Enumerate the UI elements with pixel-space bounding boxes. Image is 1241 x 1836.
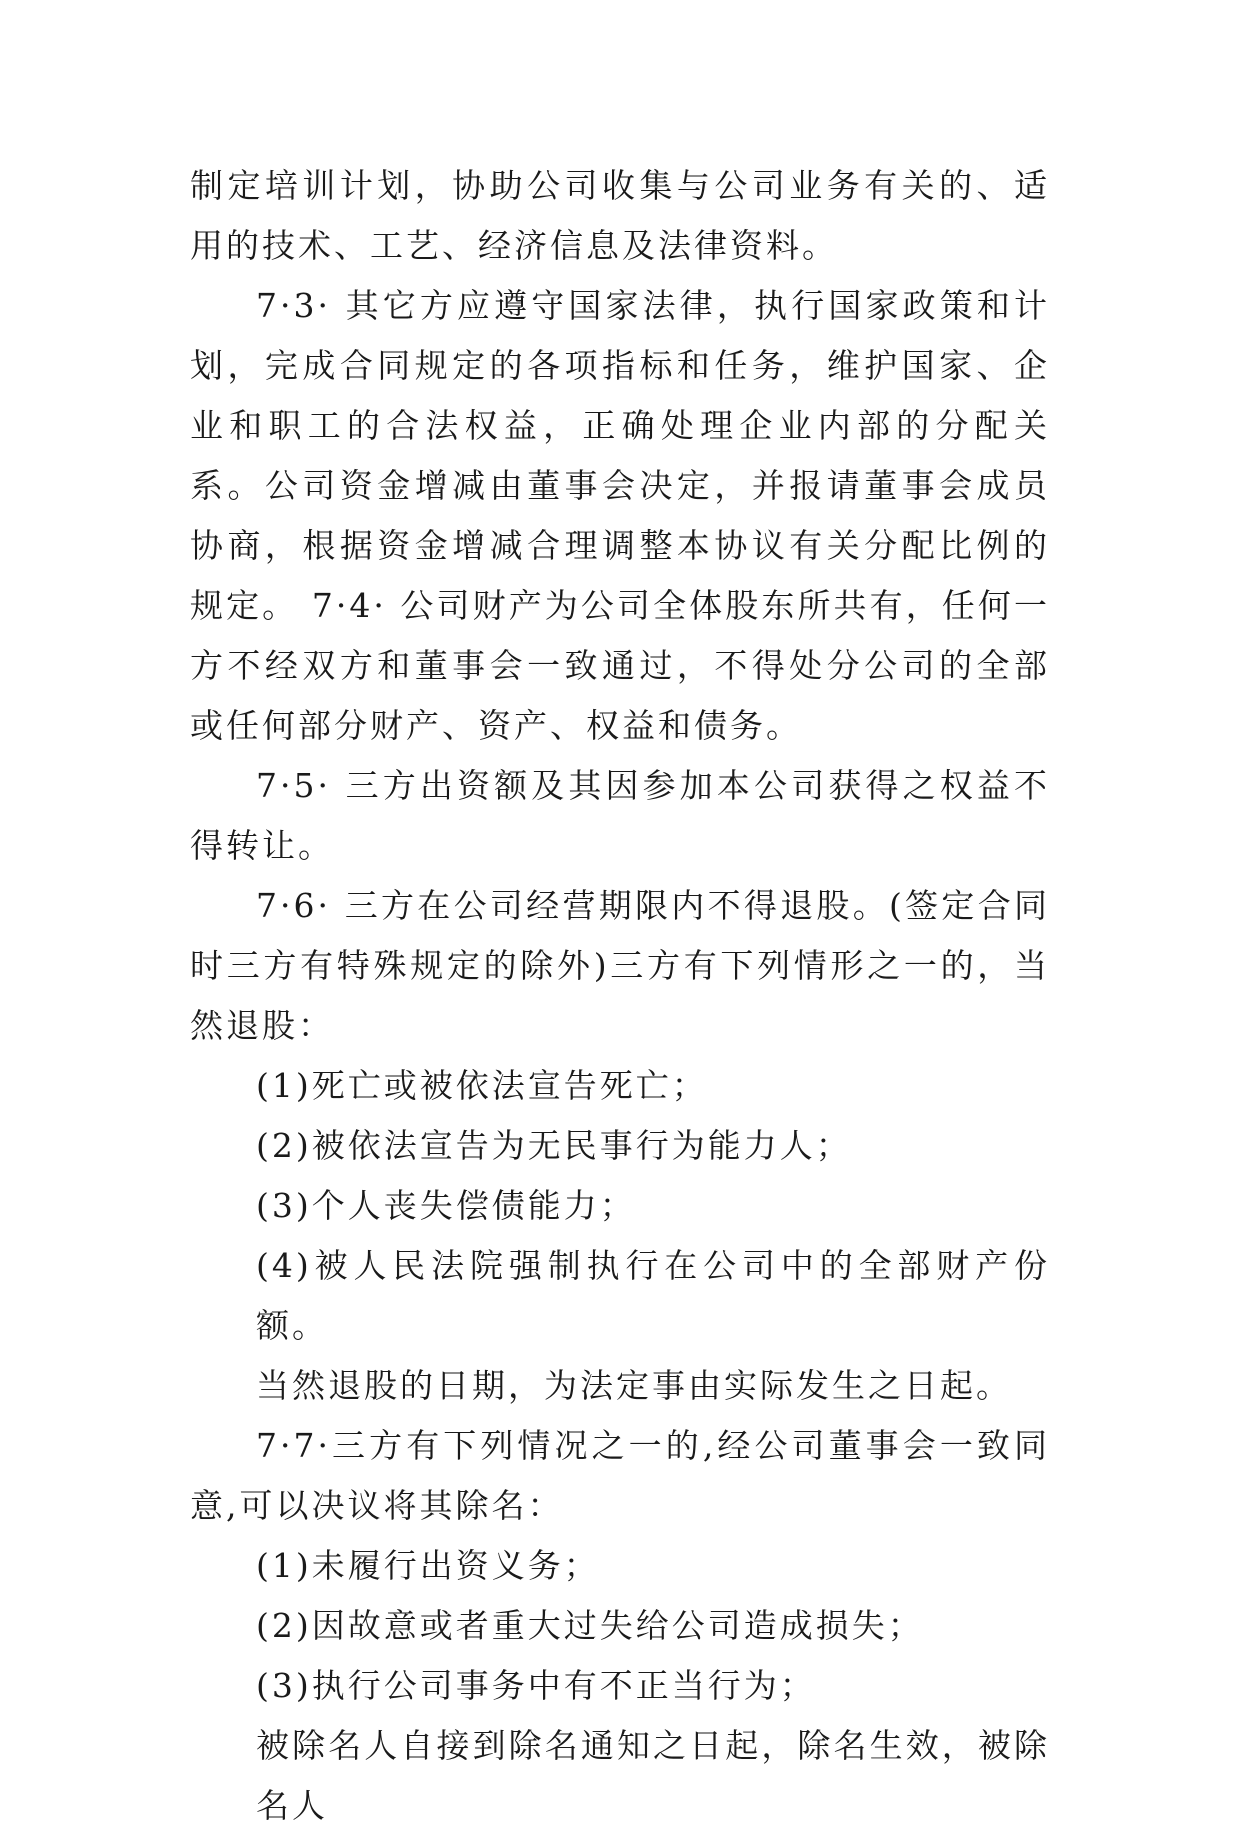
list-item: (3)个人丧失偿债能力； (256, 1186, 636, 1225)
paragraph-7-6: 7·6· 三方在公司经营期限内不得退股。(签定合同时三方有特殊规定的除外)三方有下列情形之一的，当然退股： (190, 886, 1050, 1045)
list-item: (3)执行公司事务中有不正当行为； (256, 1666, 816, 1705)
list-item: (1)未履行出资义务； (256, 1546, 600, 1585)
paragraph-7-5: 7·5· 三方出资额及其因参加本公司获得之权益不得转让。 (190, 766, 1050, 865)
paragraph-7-7: 7·7·三方有下列情况之一的,经公司董事会一致同意,可以决议将其除名： (190, 1426, 1050, 1525)
list-item: (4)被人民法院强制执行在公司中的全部财产份额。 (256, 1246, 1050, 1345)
list-item: (2)因故意或者重大过失给公司造成损失； (256, 1606, 924, 1645)
list-item: (1)死亡或被依法宣告死亡； (256, 1066, 708, 1105)
paragraph-7-3-7-4: 7·3· 其它方应遵守国家法律，执行国家政策和计划，完成合同规定的各项指标和任务，维护国家、企业和职工的合法权益，正确处理企业内部的分配关系。公司资金增减由董事会决定，并报请董事会成员协商，根据资金增减合理调整本协议有关分配比例的规定。 7·4· 公司财产为公司全体股东所共有，任何一方不经双方和董事会一致通过，不得处分公司的全部或任何部分财产、资产、权益和债务。 (190, 286, 1050, 745)
list-item: (2)被依法宣告为无民事行为能力人； (256, 1126, 852, 1165)
paragraph-withdrawal-date: 当然退股的日期，为法定事由实际发生之日起。 (256, 1366, 1012, 1405)
paragraph-expulsion-effective: 被除名人自接到除名通知之日起，除名生效，被除名人 (256, 1726, 1050, 1825)
document-body (190, 156, 1050, 1836)
paragraph-training-plan: 制定培训计划，协助公司收集与公司业务有关的、适用的技术、工艺、经济信息及法律资料。 (190, 166, 1050, 265)
